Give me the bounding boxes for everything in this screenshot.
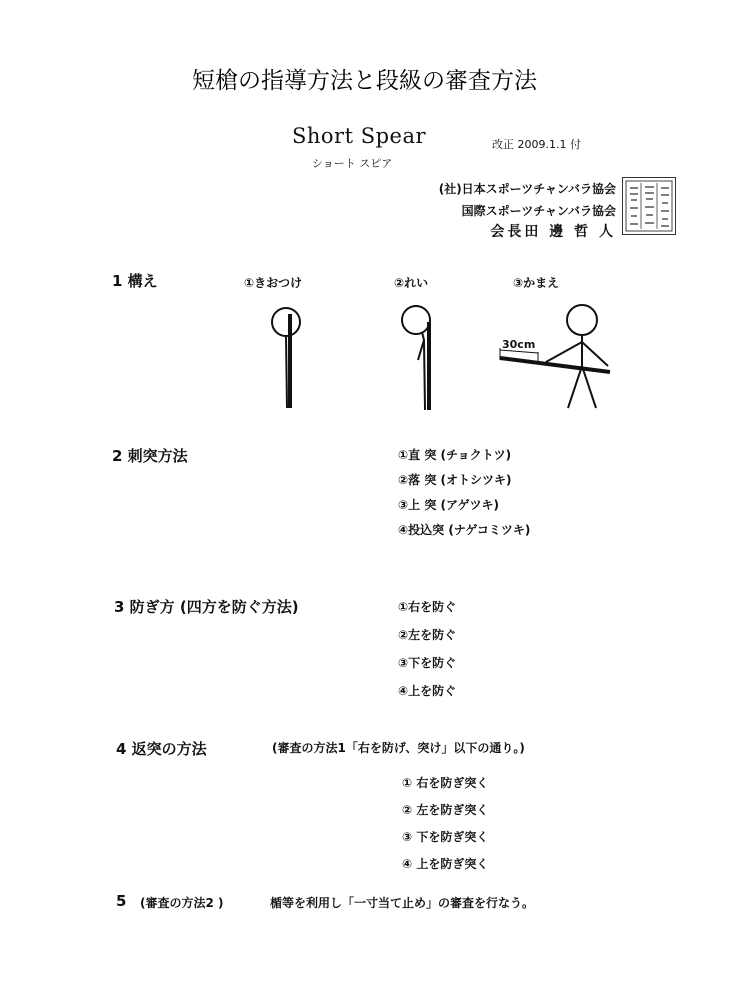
section-number-5: 5 <box>116 892 127 910</box>
section-heading-kamae: 1 構え <box>112 272 158 290</box>
list-item: ④投込突 (ナゲコミツキ) <box>398 523 531 537</box>
english-title: Short Spear <box>292 124 427 148</box>
stick-figure-rei <box>398 296 448 416</box>
list-item: ② 左を防ぎ突く <box>402 803 489 817</box>
list-item: ②落 突 (オトシツキ) <box>398 473 512 487</box>
page-title: 短槍の指導方法と段級の審査方法 <box>192 68 537 94</box>
president-name: 会長田 邊 哲 人 <box>490 224 616 240</box>
section-heading-kaeshi: 4 返突の方法 <box>116 740 207 758</box>
list-item: ④上を防ぐ <box>398 684 457 698</box>
section-note-kaeshi: (審査の方法1「右を防げ、突け」以下の通り。) <box>272 741 525 755</box>
list-item: ②左を防ぐ <box>398 628 457 642</box>
list-item: ③上 突 (アゲツキ) <box>398 498 500 512</box>
section-note-shinsa: (審査の方法2 ) <box>140 896 224 910</box>
list-item: ③ 下を防ぎ突く <box>402 830 489 844</box>
revision-date: 改正 2009.1.1 付 <box>492 138 581 151</box>
organization-name-japan: (社)日本スポーツチャンバラ協会 <box>438 182 616 196</box>
list-item: ④ 上を防ぎ突く <box>402 857 489 871</box>
pose-label-rei: ②れい <box>394 276 429 290</box>
stick-figure-kamae <box>490 298 620 418</box>
list-item: ① 右を防ぎ突く <box>402 776 489 790</box>
list-item: ①直 突 (チョクトツ) <box>398 448 512 462</box>
section-heading-shitotsu: 2 刺突方法 <box>112 447 188 465</box>
stick-figure-kiotsuke <box>266 296 316 416</box>
pose-label-kamae: ③かまえ <box>513 276 560 290</box>
organization-name-international: 国際スポーツチャンバラ協会 <box>461 204 616 218</box>
measure-label-30cm: 30cm <box>502 338 536 351</box>
kana-title: ショート スピア <box>312 157 393 170</box>
pose-label-kiotsuke: ①きおつけ <box>244 276 303 290</box>
list-item: ①右を防ぐ <box>398 600 457 614</box>
official-seal-stamp <box>622 177 676 235</box>
list-item: ③下を防ぐ <box>398 656 457 670</box>
section-heading-fusegi: 3 防ぎ方 (四方を防ぐ方法) <box>114 598 299 616</box>
section-text-shinsa: 楯等を利用し「一寸当て止め」の審査を行なう。 <box>270 896 535 910</box>
